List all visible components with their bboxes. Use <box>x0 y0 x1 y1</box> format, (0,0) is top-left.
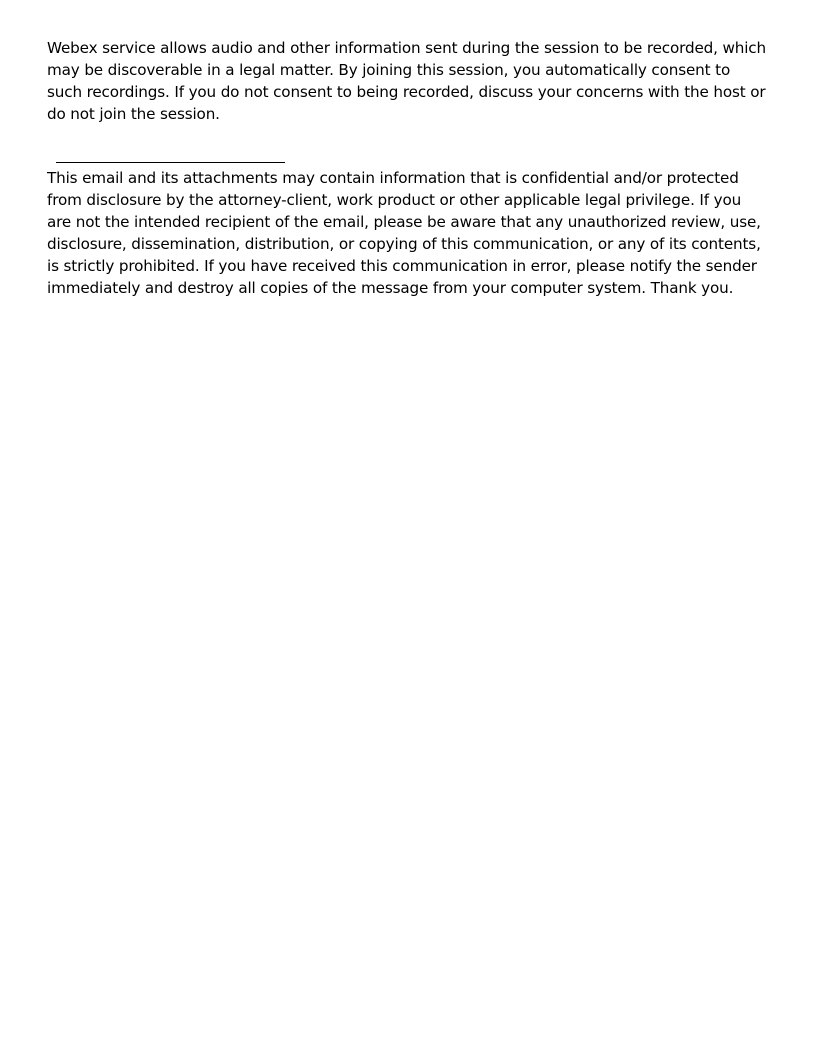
document-page <box>47 37 769 299</box>
recording-notice-paragraph: Webex service allows audio and other information sent during the session to be recorded, which may be discoverable in a legal matter. By joining this session, you automatically consent to such recordings. If you do not consent to being recorded, discuss your concerns with the host or do not join the session. <box>47 39 766 123</box>
confidentiality-notice-paragraph: This email and its attachments may contain information that is confidential and/or protected from disclosure by the attorney-client, work product or other applicable legal privilege. If you are not the intended recipient of the email, please be aware that any unauthorized review, use, disclosure, dissemination, distribution, or copying of this communication, or any of its contents, is strictly prohibited. If you have received this communication in error, please notify the sender immediately and destroy all copies of the message from your computer system. Thank you. <box>47 169 761 297</box>
signature-divider <box>56 162 285 163</box>
